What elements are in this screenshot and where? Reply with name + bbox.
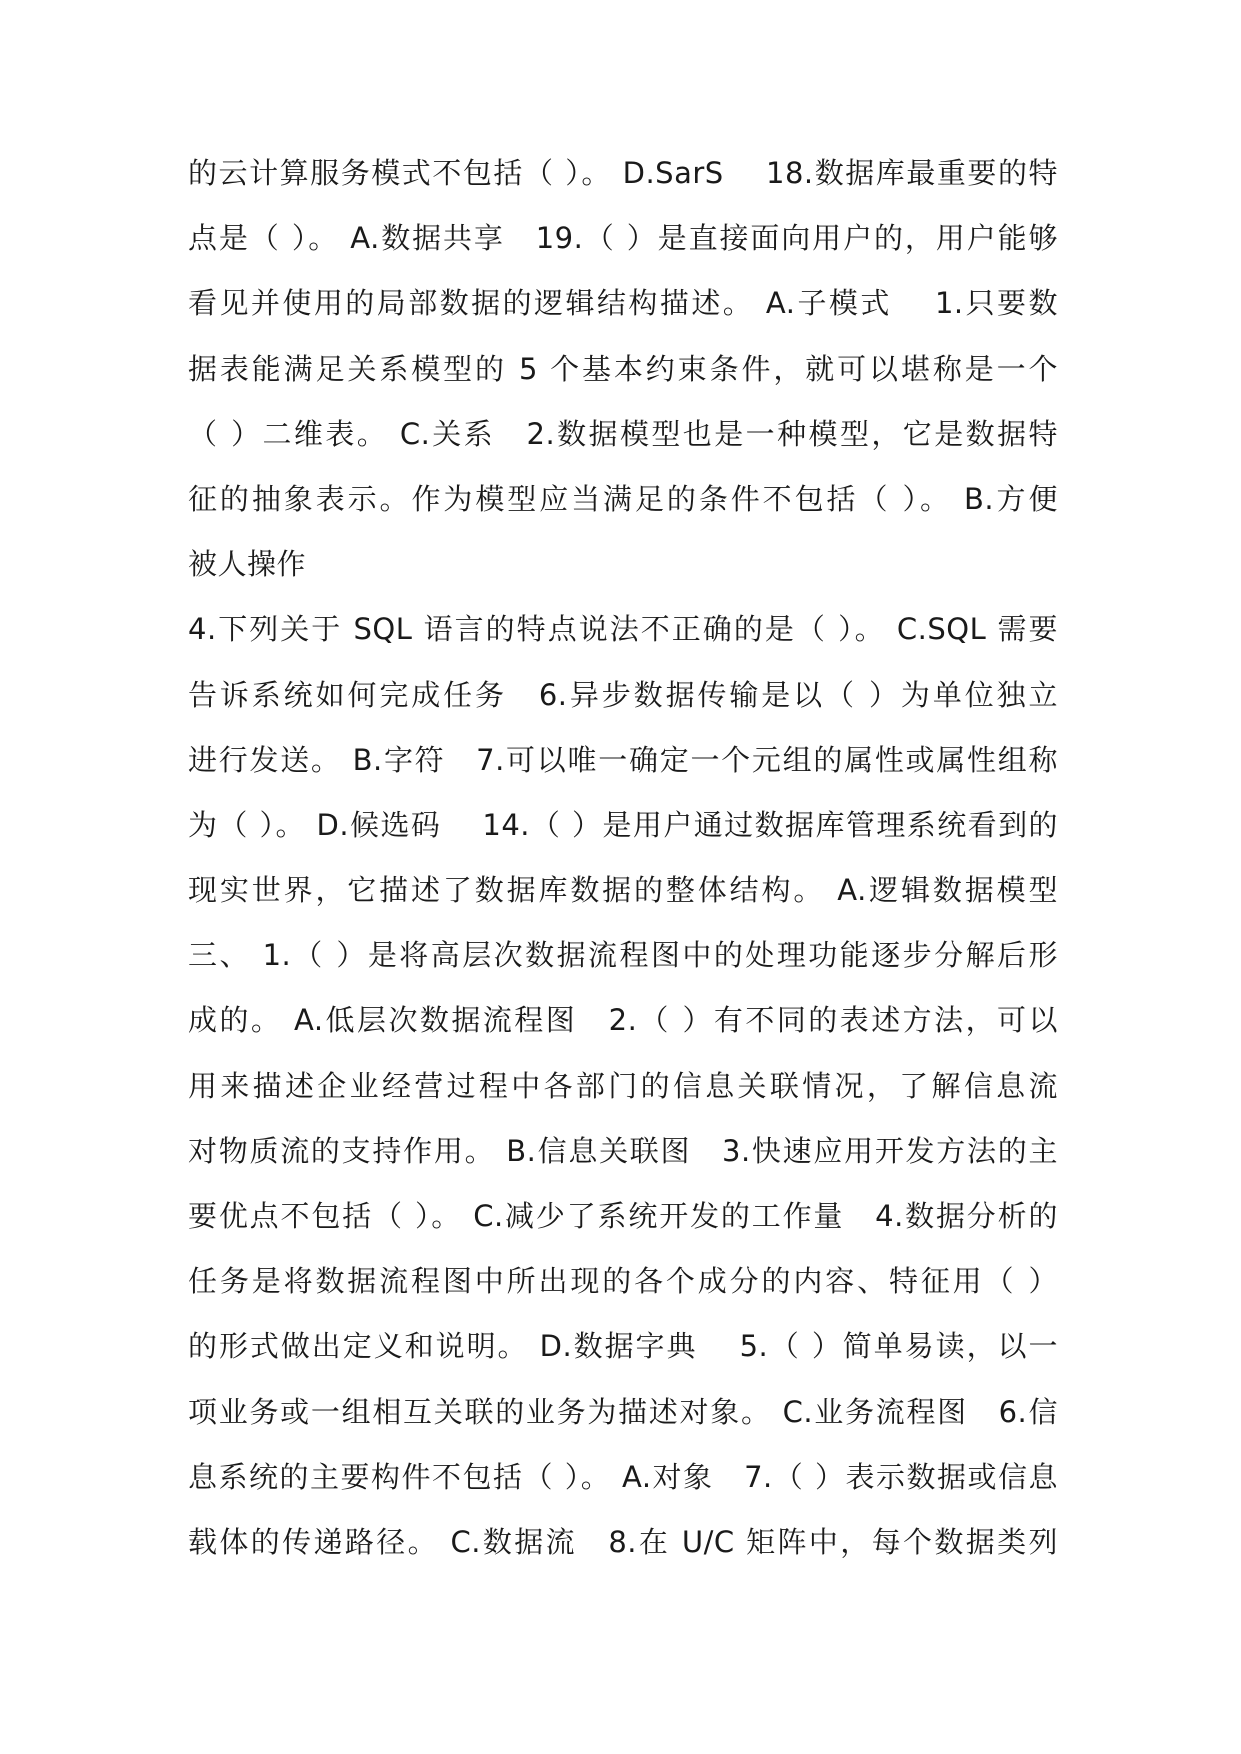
text-line: 4.下列关于 SQL 语言的特点说法不正确的是（ ）。 C.SQL 需要 (188, 612, 1058, 647)
text-line: 的云计算服务模式不包括（ ）。 D.SarS 18.数据库最重要的特 (188, 156, 1058, 190)
text-line: 征的抽象表示。作为模型应当满足的条件不包括（ ）。 B.方便 (188, 481, 1058, 516)
text-line: 被人操作 (188, 547, 307, 582)
text-line: 进行发送。 B.字符 7.可以唯一确定一个元组的属性或属性组称 (188, 742, 1058, 777)
text-line: 项业务或一组相互关联的业务为描述对象。 C.业务流程图 6.信 (188, 1394, 1058, 1429)
document-body (188, 155, 1058, 1589)
text-line: 息系统的主要构件不包括（ ）。 A.对象 7.（ ）表示数据或信息 (188, 1459, 1058, 1494)
text-line: 载体的传递路径。 C.数据流 8.在 U/C 矩阵中，每个数据类列 (188, 1524, 1058, 1559)
text-line: 三、 1.（ ）是将高层次数据流程图中的处理功能逐步分解后形 (188, 938, 1058, 973)
text-line: （ ）二维表。 C.关系 2.数据模型也是一种模型，它是数据特 (188, 416, 1058, 451)
text-line: 用来描述企业经营过程中各部门的信息关联情况，了解信息流 (188, 1068, 1058, 1103)
text-line: 任务是将数据流程图中所出现的各个成分的内容、特征用（ ） (188, 1264, 1058, 1299)
text-line: 成的。 A.低层次数据流程图 2.（ ）有不同的表述方法，可以 (188, 1003, 1058, 1038)
text-line: 要优点不包括（ ）。 C.减少了系统开发的工作量 4.数据分析的 (188, 1199, 1058, 1233)
text-line: 为（ ）。 D.候选码 14.（ ）是用户通过数据库管理系统看到的 (188, 807, 1058, 842)
text-line: 据表能满足关系模型的 5 个基本约束条件，就可以堪称是一个 (188, 351, 1058, 386)
text-line: 的形式做出定义和说明。 D.数据字典 5.（ ）简单易读，以一 (188, 1329, 1058, 1364)
text-line: 告诉系统如何完成任务 6.异步数据传输是以（ ）为单位独立 (188, 677, 1058, 712)
text-line: 看见并使用的局部数据的逻辑结构描述。 A.子模式 1.只要数 (188, 286, 1058, 321)
text-line: 点是（ ）。 A.数据共享 19.（ ）是直接面向用户的，用户能够 (188, 221, 1058, 256)
text-line: 现实世界，它描述了数据库数据的整体结构。 A.逻辑数据模型 (188, 873, 1058, 908)
text-line: 对物质流的支持作用。 B.信息关联图 3.快速应用开发方法的主 (188, 1133, 1058, 1168)
